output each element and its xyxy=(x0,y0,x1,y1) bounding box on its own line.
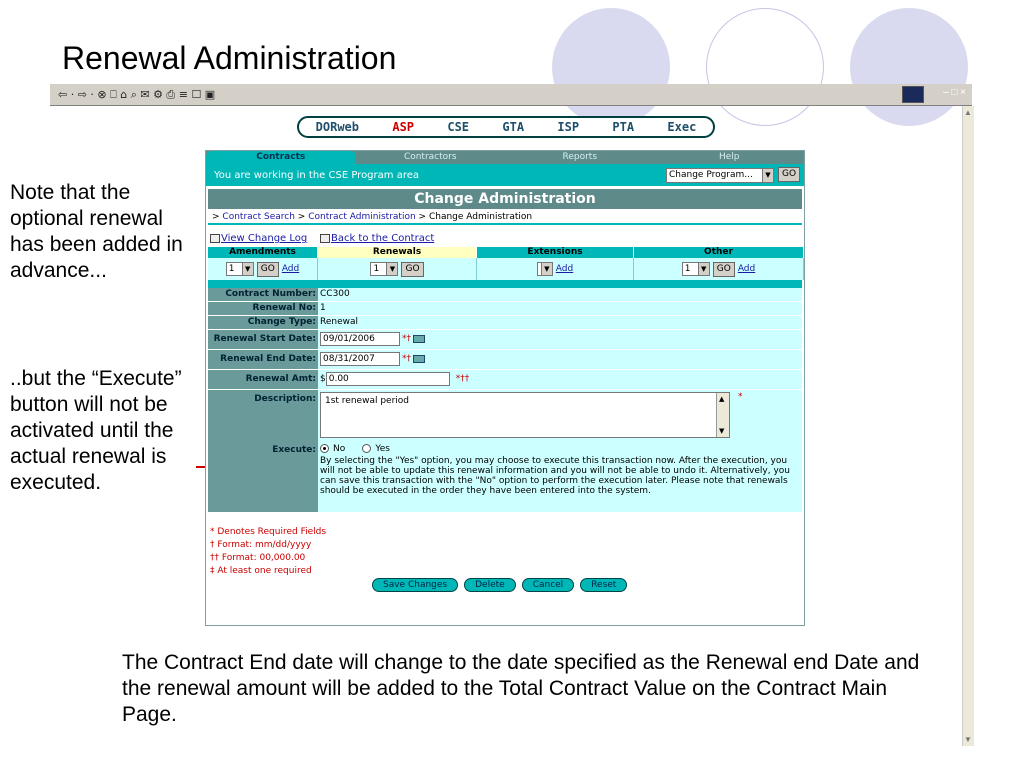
page-scrollbar[interactable] xyxy=(962,106,974,746)
amendments-select-value: 1 xyxy=(228,264,235,274)
nav-pta[interactable]: PTA xyxy=(612,120,635,134)
row-change-type xyxy=(208,316,802,330)
save-changes-button[interactable]: Save Changes xyxy=(372,578,458,592)
value-renewal-no: 1 xyxy=(318,302,802,315)
chevron-down-icon[interactable]: ▼ xyxy=(541,263,552,275)
scroll-up-icon[interactable]: ▲ xyxy=(964,108,972,117)
scroll-down-icon[interactable]: ▼ xyxy=(719,427,725,435)
execute-no-radio[interactable] xyxy=(320,444,329,453)
nav-exec[interactable]: Exec xyxy=(667,120,697,134)
scroll-up-icon[interactable]: ▲ xyxy=(719,395,725,403)
decor-circle xyxy=(706,8,824,126)
end-date-cell xyxy=(318,350,802,369)
renewals-go-button[interactable]: GO xyxy=(401,262,423,277)
chevron-down-icon[interactable]: ▼ xyxy=(762,169,773,182)
view-change-log-link[interactable]: View Change Log xyxy=(221,233,308,244)
execute-cell xyxy=(318,442,802,512)
other-cell xyxy=(634,258,804,280)
legend-at-least-one: ‡ At least one required xyxy=(210,566,312,576)
breadcrumb-separator: > xyxy=(418,212,427,222)
delete-button[interactable]: Delete xyxy=(464,578,516,592)
breadcrumb xyxy=(208,209,802,225)
calendar-icon[interactable] xyxy=(413,335,425,343)
execute-description: By selecting the "Yes" option, you may choose to execute this transaction now. After the execution, you will not be able to update this renewal information and you will not be able to undo it. Alternatively, you can save this transaction with the "No" option to perform the execution later. Please note that renewals should be executed in the order they have been entered into the system. xyxy=(320,456,790,496)
renewals-select[interactable] xyxy=(370,262,398,276)
change-admin-app xyxy=(205,150,805,626)
value-change-type: Renewal xyxy=(318,316,802,329)
legend-amount-format: †† Format: 00,000.00 xyxy=(210,553,306,563)
row-contract-number xyxy=(208,288,802,302)
breadcrumb-contract-admin[interactable]: Contract Administration xyxy=(308,212,416,222)
chevron-down-icon[interactable]: ▼ xyxy=(698,263,709,275)
window-controls[interactable]: – □ × xyxy=(943,87,966,98)
label-renewal-amt: Renewal Amt: xyxy=(208,370,318,389)
label-start-date: Renewal Start Date: xyxy=(208,330,318,349)
value-contract-number: CC300 xyxy=(318,288,802,301)
renewal-amt-input[interactable]: 0.00 xyxy=(326,372,450,386)
legend-date-format: † Format: mm/dd/yyyy xyxy=(210,540,312,550)
execute-no-label: No xyxy=(333,444,346,454)
header-amendments: Amendments xyxy=(208,247,318,258)
execute-yes-radio[interactable] xyxy=(362,444,371,453)
toolbar-icons[interactable]: ⇦ · ⇨ · ⊗ ⎕ ⌂ ⌕ ✉ ⚙ ⎙ ≡ ☐ ▣ xyxy=(58,87,216,101)
slide-caption: The Contract End date will change to the date specified as the Renewal end Date and the renewal amount will be added to the Total Contract Value on the Contract Main Page. xyxy=(122,651,920,726)
breadcrumb-current: Change Administration xyxy=(428,212,533,222)
note-execute-button: ..but the “Execute” button will not be activated until the actual renewal is executed. xyxy=(10,367,182,494)
end-date-input[interactable]: 08/31/2007 xyxy=(320,352,400,366)
label-contract-number: Contract Number: xyxy=(208,288,318,301)
windows-logo-icon xyxy=(902,86,924,103)
log-icon xyxy=(210,234,220,243)
row-renewal-no xyxy=(208,302,802,316)
nav-cse[interactable]: CSE xyxy=(447,120,470,134)
header-extensions: Extensions xyxy=(477,247,634,258)
start-date-cell xyxy=(318,330,802,349)
other-go-button[interactable]: GO xyxy=(713,262,735,277)
chevron-down-icon[interactable]: ▼ xyxy=(386,263,397,275)
calendar-icon[interactable] xyxy=(413,355,425,363)
label-end-date: Renewal End Date: xyxy=(208,350,318,369)
section-divider xyxy=(208,280,802,288)
program-area-text: You are working in the CSE Program area xyxy=(214,169,419,181)
page-title: Change Administration xyxy=(208,189,802,209)
other-add-link[interactable]: Add xyxy=(737,264,756,274)
row-end-date xyxy=(208,350,802,370)
execute-yes-label: Yes xyxy=(375,444,390,454)
change-program-select[interactable] xyxy=(666,168,774,183)
label-description: Description: xyxy=(208,390,318,442)
other-select-value: 1 xyxy=(684,264,691,274)
slide-title: Renewal Administration xyxy=(62,40,397,76)
browser-toolbar xyxy=(50,84,972,106)
nav-asp[interactable]: ASP xyxy=(392,120,415,134)
form-buttons xyxy=(372,578,804,592)
nav-dorweb[interactable]: DORweb xyxy=(315,120,360,134)
row-renewal-amt xyxy=(208,370,802,390)
change-program-value: Change Program... xyxy=(669,170,753,180)
extensions-select[interactable] xyxy=(537,262,553,276)
tab-contracts[interactable]: Contracts xyxy=(206,151,356,164)
renewals-cell xyxy=(318,258,477,280)
textarea-scrollbar[interactable] xyxy=(716,393,729,437)
label-change-type: Change Type: xyxy=(208,316,318,329)
end-date-required: *† xyxy=(402,354,411,364)
amt-prefix: $ xyxy=(320,374,326,384)
start-date-input[interactable]: 09/01/2006 xyxy=(320,332,400,346)
label-renewal-no: Renewal No: xyxy=(208,302,318,315)
description-required: * xyxy=(738,392,743,402)
tab-reports[interactable]: Reports xyxy=(562,152,598,162)
main-tabs xyxy=(206,151,804,164)
decor-circle xyxy=(850,8,968,126)
row-execute xyxy=(208,442,802,512)
change-type-grid xyxy=(208,247,802,280)
other-select[interactable] xyxy=(682,262,710,276)
reset-button[interactable]: Reset xyxy=(580,578,627,592)
program-nav xyxy=(297,116,715,138)
program-go-button[interactable]: GO xyxy=(778,167,800,182)
tab-help[interactable]: Help xyxy=(718,152,740,162)
description-cell xyxy=(318,390,802,442)
cancel-button[interactable]: Cancel xyxy=(522,578,575,592)
tab-contractors[interactable]: Contractors xyxy=(403,152,457,162)
header-other: Other xyxy=(634,247,804,258)
row-start-date xyxy=(208,330,802,350)
back-to-contract-link[interactable]: Back to the Contract xyxy=(330,233,435,244)
nav-gta[interactable]: GTA xyxy=(502,120,525,134)
program-bar xyxy=(206,164,804,186)
renewal-amt-cell xyxy=(318,370,802,389)
breadcrumb-contract-search[interactable]: Contract Search xyxy=(222,212,295,222)
label-execute: Execute: xyxy=(208,442,318,512)
amendments-add-link[interactable]: Add xyxy=(281,264,300,274)
header-renewals: Renewals xyxy=(318,247,477,258)
breadcrumb-separator: > xyxy=(212,212,220,222)
decor-circle xyxy=(552,8,670,126)
extensions-add-link[interactable]: Add xyxy=(555,264,574,274)
note-optional-renewal: Note that the optional renewal has been added in advance... xyxy=(10,181,183,282)
description-textarea[interactable] xyxy=(320,392,730,438)
execute-options xyxy=(320,444,802,455)
renewal-amt-required: *†† xyxy=(455,374,470,384)
amendments-select[interactable] xyxy=(226,262,254,276)
description-text: 1st renewal period xyxy=(325,396,409,406)
chevron-down-icon[interactable]: ▼ xyxy=(242,263,253,275)
renewals-select-value: 1 xyxy=(373,264,380,274)
amendments-cell xyxy=(208,258,318,280)
start-date-required: *† xyxy=(402,334,411,344)
edit-icon xyxy=(320,234,330,243)
legend-required: * Denotes Required Fields xyxy=(210,527,327,537)
nav-isp[interactable]: ISP xyxy=(557,120,580,134)
scroll-down-icon[interactable]: ▼ xyxy=(964,735,972,744)
amendments-go-button[interactable]: GO xyxy=(257,262,279,277)
breadcrumb-separator: > xyxy=(297,212,306,222)
row-description xyxy=(208,390,802,442)
action-links xyxy=(210,233,800,247)
extensions-cell xyxy=(477,258,634,280)
field-legend xyxy=(210,526,800,578)
